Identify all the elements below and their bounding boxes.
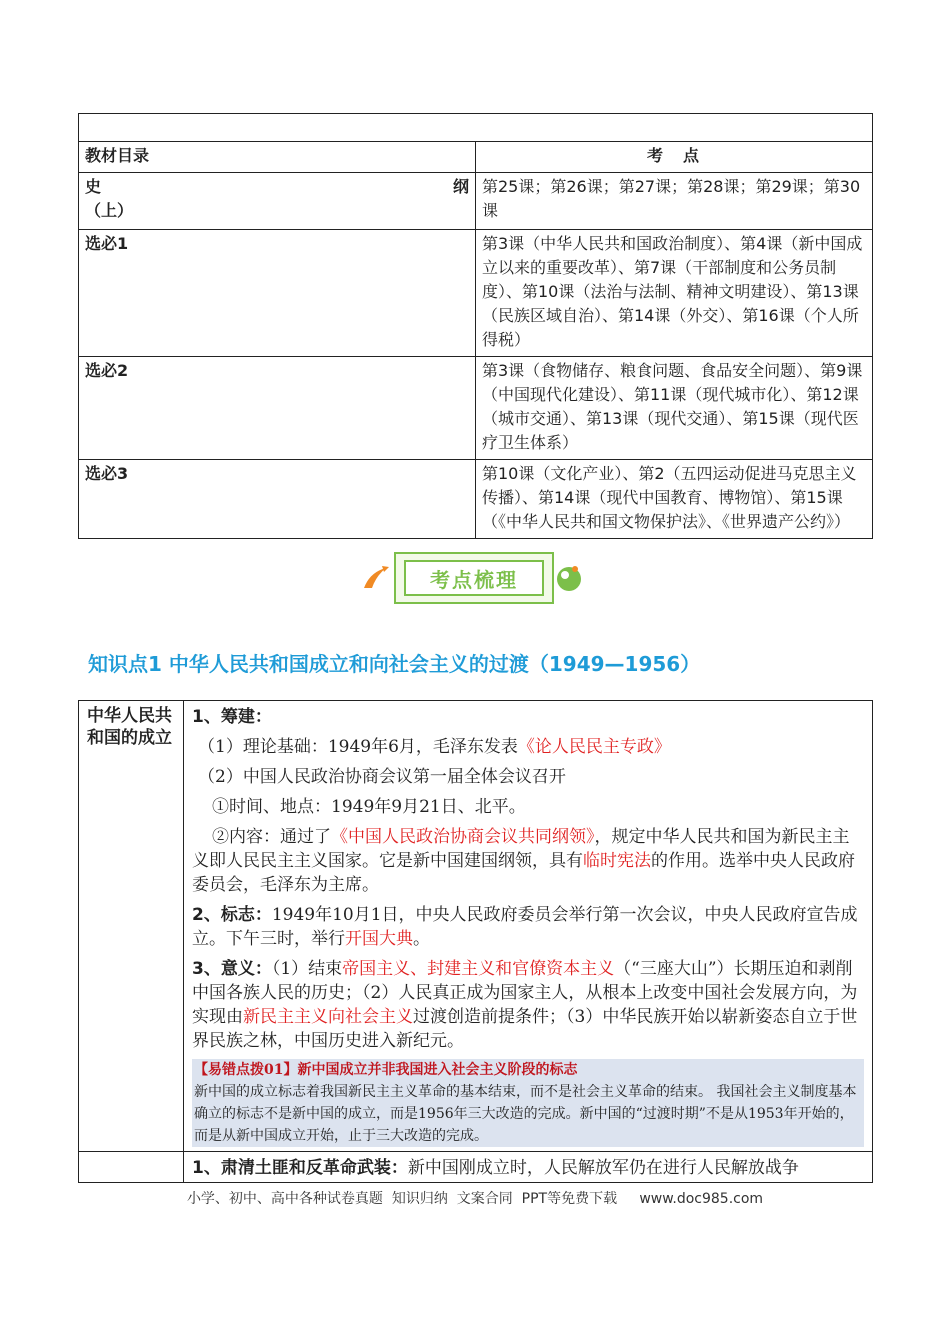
table-row (79, 357, 873, 460)
table-row (79, 230, 873, 357)
circle-icon (555, 562, 583, 592)
paragraph: ①时间、地点：1949年9月21日、北平。 (212, 797, 526, 817)
header-points: 考 点 (476, 142, 873, 173)
tip-text: 新中国的成立标志着我国新民主主义革命的基本结束，而不是社会主义革命的结束。 我国社会主义制度基本确立的标志不是新中国的成立，而是1956年三大改造的完成。新中国的“过渡时期”不是从1953年开始的，而是从新中国成立开始，止于三大改造的完成。 (194, 1084, 857, 1144)
row-label: 选必1 (79, 230, 476, 357)
row-label: 中华人民共和国的成立 (79, 701, 184, 1152)
banner-frame (394, 552, 554, 604)
row-label-shigang (79, 173, 476, 230)
knowledge-table (78, 700, 873, 1183)
row-text: 第25课；第26课；第27课；第28课；第29课；第30课 (476, 173, 873, 230)
section-banner (362, 548, 587, 608)
section-title: 知识点1 中华人民共和国成立和向社会主义的过渡（1949—1956） (88, 652, 701, 676)
paragraph: （1）理论基础：1949年6月，毛泽东发表《论人民民主专政》 (198, 737, 671, 757)
row-label-part: （上） (85, 201, 134, 220)
table-row (79, 701, 873, 1152)
row-label-part: 纲 (452, 177, 469, 196)
paragraph: ②内容：通过了《中国人民政治协商会议共同纲领》，规定中华人民共和国为新民主主义即人民民主主义国家。它是新中国建国纲领，具有临时宪法的作用。选举中央人民政府委员会，毛泽东为主席。 (192, 827, 855, 895)
swoosh-icon (362, 562, 390, 592)
table-row (79, 1152, 873, 1183)
table-header-row (79, 142, 873, 173)
row-label-part: 史 (85, 177, 102, 196)
row-text: 第3课（中华人民共和国政治制度）、第4课（新中国成立以来的重要改革）、第7课（干部制度和公务员制度）、第10课（法治与法制、精神文明建设）、第13课（民族区域自治）、第14课（外交）、第16课（个人所得税） (476, 230, 873, 357)
subheading: 1、筹建： (192, 707, 272, 727)
row-content (184, 701, 873, 1152)
table-row (79, 173, 873, 230)
header-label: 教材目录 (79, 142, 476, 173)
paragraph: 2、标志：1949年10月1日，中央人民政府委员会举行第一次会议，中央人民政府宣告成立。下午三时，举行开国大典。 (192, 905, 858, 949)
paragraph: 3、意义：（1）结束帝国主义、封建主义和官僚资本主义（“三座大山”）长期压迫和剥削中国各族人民的历史；（2）人民真正成为国家主人，从根本上改变中国社会发展方向，为实现由新民主主义向社会主义过渡创造前提条件；（3）中华民族开始以崭新姿态自立于世界民族之林，中国历史进入新纪元。 (192, 959, 858, 1051)
table-row (79, 460, 873, 539)
paragraph: （2）中国人民政治协商会议第一届全体会议召开 (198, 767, 566, 787)
row-label: 选必2 (79, 357, 476, 460)
error-tip-box (192, 1059, 864, 1147)
banner-text: 考点梳理 (430, 567, 518, 592)
curriculum-table (78, 113, 873, 539)
row-text: 第10课（文化产业）、第2（五四运动促进马克思主义传播）、第14课（现代中国教育、博物馆）、第15课（《中华人民共和国文物保护法》、《世界遗产公约》） (476, 460, 873, 539)
row-content: 1、肃清土匪和反革命武装：新中国刚成立时，人民解放军仍在进行人民解放战争 (184, 1152, 873, 1183)
page-footer: 小学、初中、高中各种试卷真题 知识归纳 文案合同 PPT等免费下载 www.doc985.com (186, 1191, 764, 1207)
table-row (79, 114, 873, 142)
tip-title: 【易错点拨01】新中国成立并非我国进入社会主义阶段的标志 (194, 1062, 578, 1078)
row-label: 选必3 (79, 460, 476, 539)
row-text: 第3课（食物储存、粮食问题、食品安全问题）、第9课（中国现代化建设）、第11课（现代城市化）、第12课（城市交通）、第13课（现代交通）、第15课（现代医疗卫生体系） (476, 357, 873, 460)
